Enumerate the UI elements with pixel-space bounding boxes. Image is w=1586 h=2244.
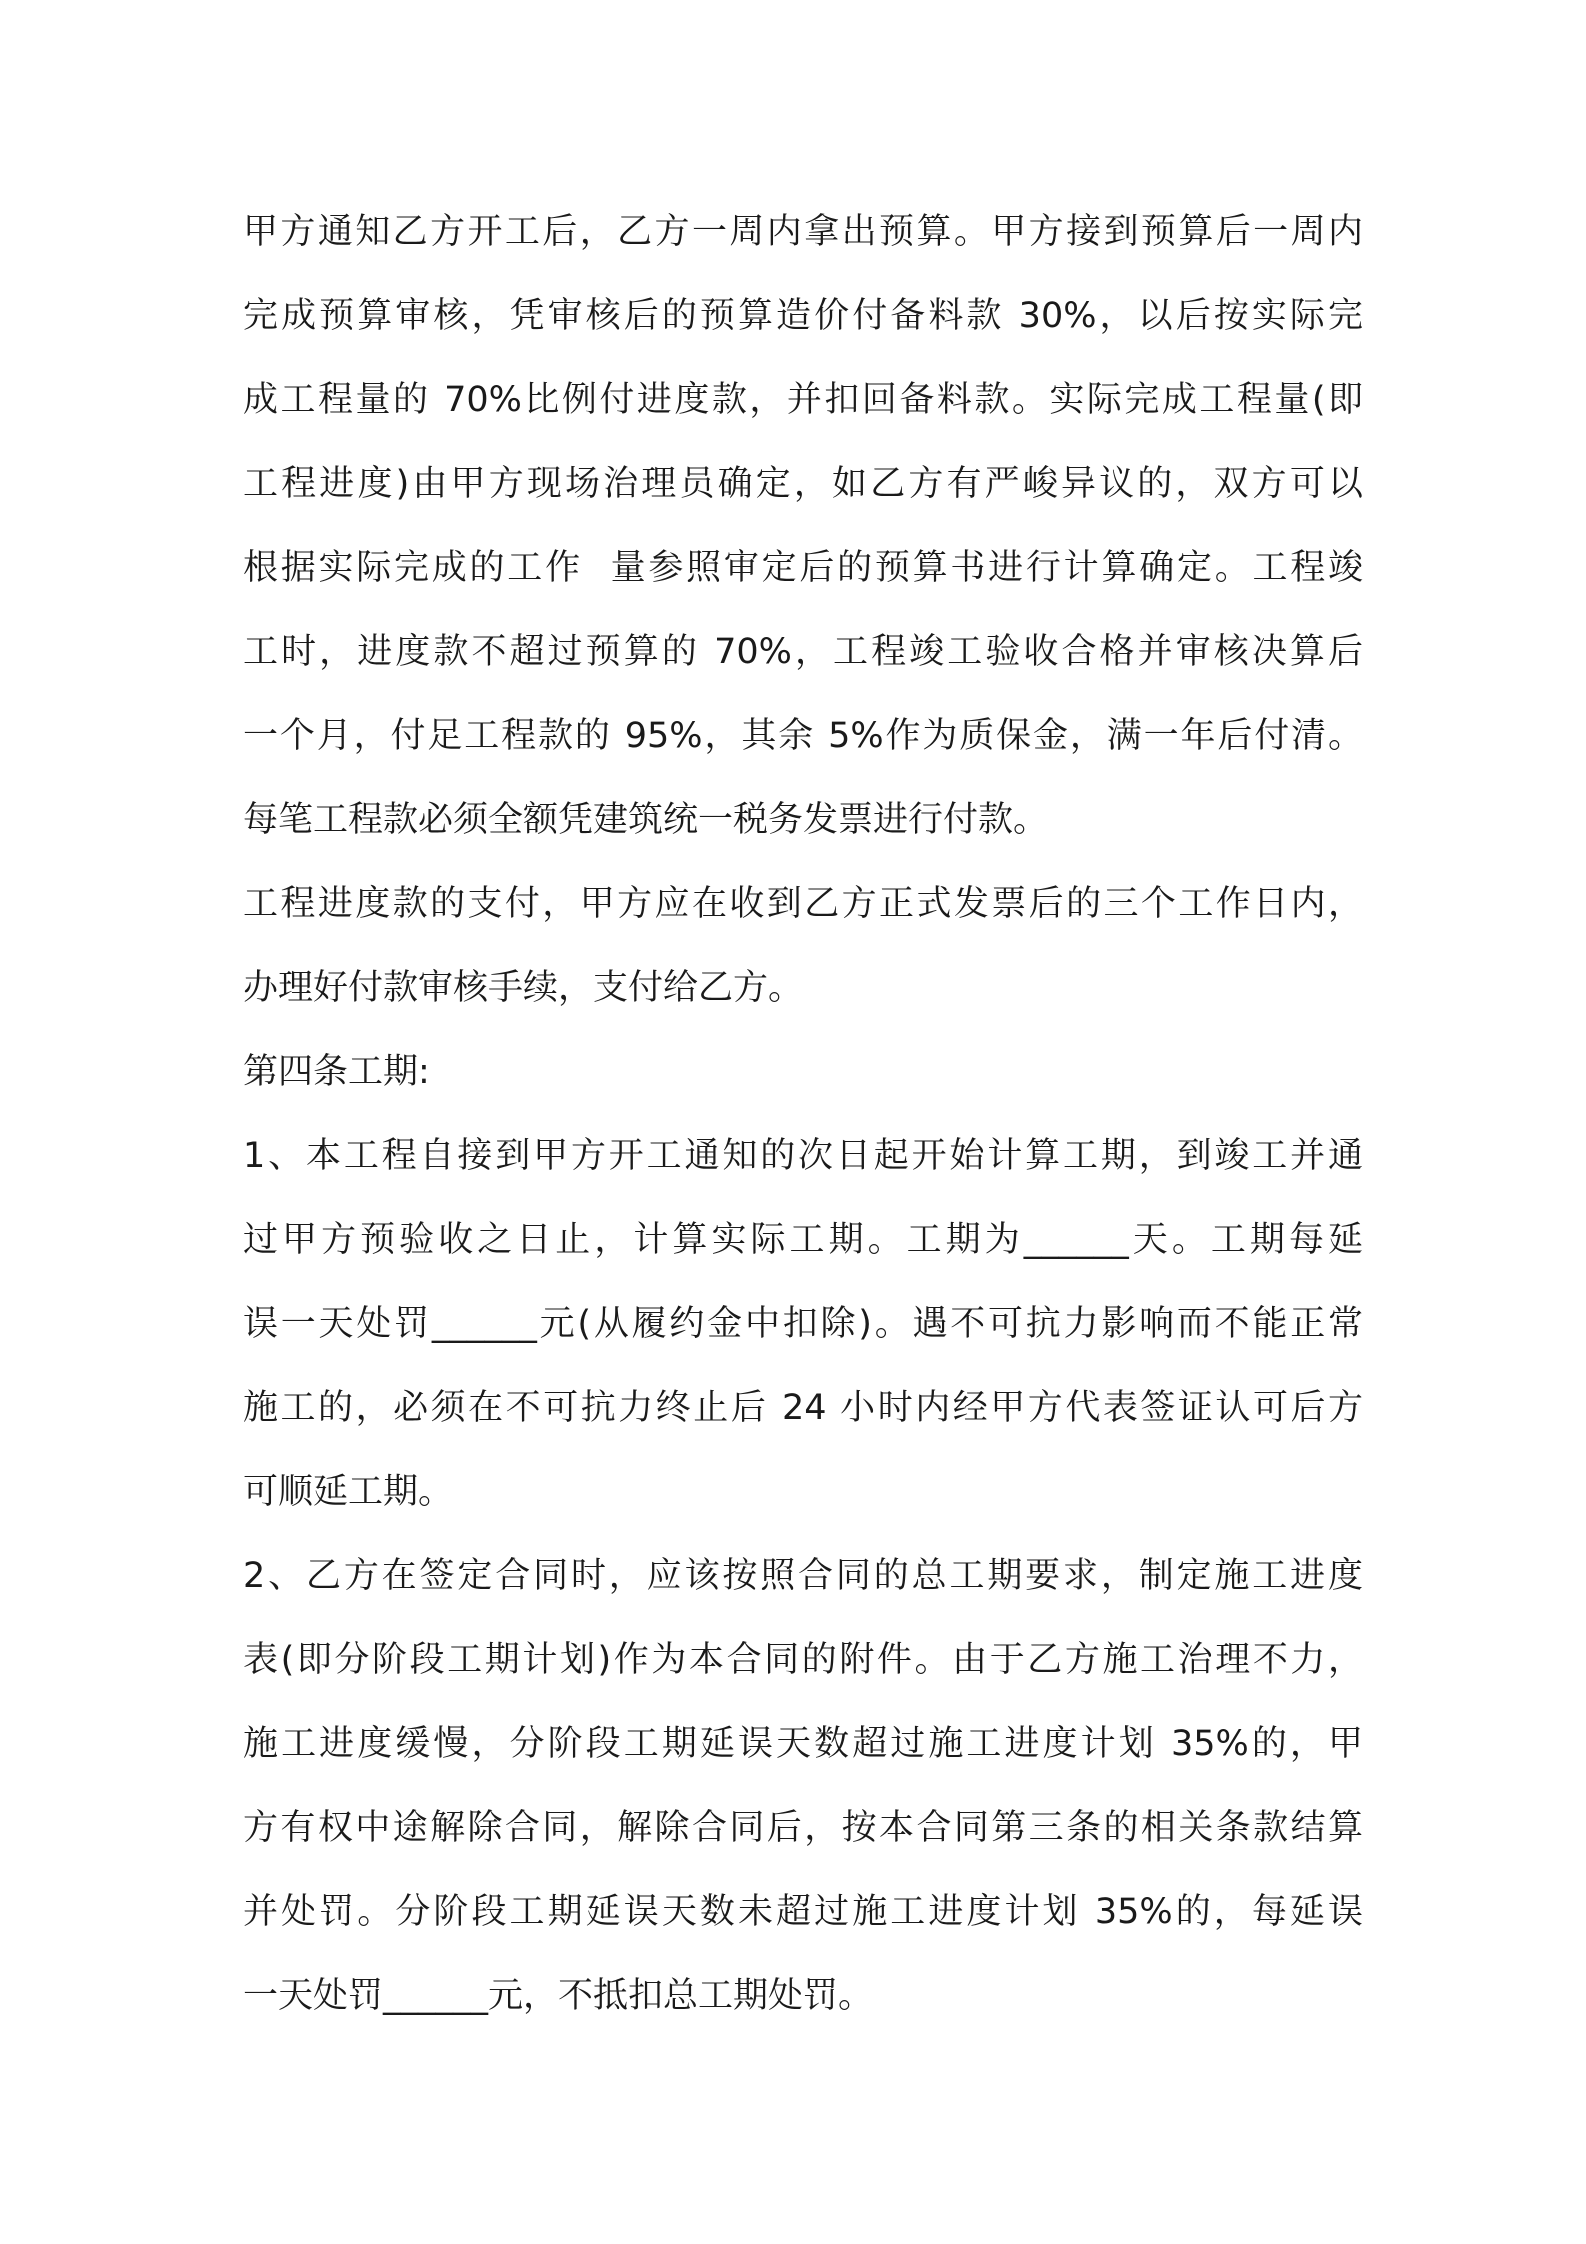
section-heading: 第四条工期: [243, 1052, 430, 1092]
text-line: 2、乙方在签定合同时，应该按照合同的总工期要求，制定施工进度 [243, 1556, 1363, 1596]
text-line: 一个月，付足工程款的 95%，其余 5%作为质保金，满一年后付清。 [243, 716, 1363, 756]
text-line: 表(即分阶段工期计划)作为本合同的附件。由于乙方施工治理不力， [243, 1640, 1363, 1680]
text-line: 完成预算审核，凭审核后的预算造价付备料款 30%，以后按实际完 [243, 296, 1363, 336]
document-body [243, 190, 1363, 2038]
text-line: 可顺延工期。 [243, 1472, 454, 1512]
text-line: 办理好付款审核手续，支付给乙方。 [243, 968, 804, 1008]
text-line: 过甲方预验收之日止，计算实际工期。工期为______天。工期每延 [243, 1220, 1363, 1260]
text-line: 误一天处罚______元(从履约金中扣除)。遇不可抗力影响而不能正常 [243, 1304, 1363, 1344]
text-line: 1、本工程自接到甲方开工通知的次日起开始计算工期，到竣工并通 [243, 1136, 1363, 1176]
text-line: 工程进度款的支付，甲方应在收到乙方正式发票后的三个工作日内， [243, 884, 1363, 924]
text-line: 成工程量的 70%比例付进度款，并扣回备料款。实际完成工程量(即 [243, 380, 1363, 420]
text-line: 甲方通知乙方开工后，乙方一周内拿出预算。甲方接到预算后一周内 [243, 212, 1363, 252]
text-line: 工时，进度款不超过预算的 70%，工程竣工验收合格并审核决算后 [243, 632, 1363, 672]
text-line: 工程进度)由甲方现场治理员确定，如乙方有严峻异议的，双方可以 [243, 464, 1363, 504]
text-line: 方有权中途解除合同，解除合同后，按本合同第三条的相关条款结算 [243, 1808, 1363, 1848]
text-line: 一天处罚______元，不抵扣总工期处罚。 [243, 1976, 874, 2016]
text-line: 根据实际完成的工作 量参照审定后的预算书进行计算确定。工程竣 [243, 548, 1363, 588]
text-line: 每笔工程款必须全额凭建筑统一税务发票进行付款。 [243, 800, 1049, 840]
text-line: 施工进度缓慢，分阶段工期延误天数超过施工进度计划 35%的，甲 [243, 1724, 1363, 1764]
text-line: 施工的，必须在不可抗力终止后 24 小时内经甲方代表签证认可后方 [243, 1388, 1363, 1428]
text-line: 并处罚。分阶段工期延误天数未超过施工进度计划 35%的，每延误 [243, 1892, 1363, 1932]
